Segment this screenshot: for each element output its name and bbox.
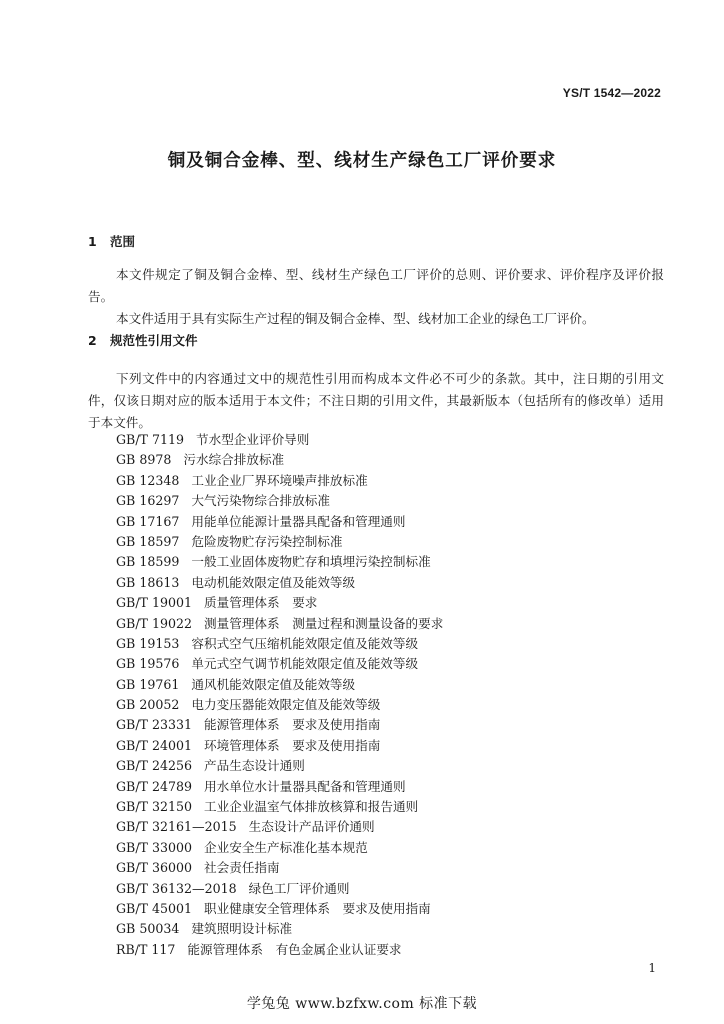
reference-title: 职业健康安全管理体系 要求及使用指南 [204,900,431,916]
scope-paragraph-2: 本文件适用于具有实际生产过程的铜及铜合金棒、型、线材加工企业的绿色工厂评价。 [116,311,595,326]
section-1-number: 1 [88,234,97,249]
reference-code: GB/T 19001 [116,595,193,611]
reference-code: GB 18613 [116,574,180,590]
reference-title: 企业安全生产标准化基本规范 [204,839,368,855]
reference-title: 社会责任指南 [204,860,280,876]
reference-title: 工业企业温室气体排放核算和报告通则 [204,799,419,815]
reference-item [116,838,676,858]
reference-code: GB/T 24789 [116,778,193,794]
reference-item [116,695,676,715]
document-title: 铜及铜合金棒、型、线材生产绿色工厂评价要求 [167,151,557,171]
reference-item [116,756,676,776]
reference-item [116,777,676,797]
reference-title: 电动机能效限定值及能效等级 [191,574,356,590]
reference-code: GB 16297 [116,493,180,509]
reference-code: GB 12348 [116,472,180,488]
reference-code: GB/T 36132—2018 [116,880,237,896]
reference-title: 用水单位水计量器具配备和管理通则 [204,778,406,794]
reference-item [116,450,676,470]
watermark-text: 学兔兔 www.bzfxw.com 标准下载 [246,996,478,1012]
reference-code: GB/T 32150 [116,799,193,815]
reference-title: 环境管理体系 要求及使用指南 [204,737,381,753]
reference-title: 能源管理体系 要求及使用指南 [204,717,381,733]
reference-item [116,817,676,837]
section-2-body [88,368,664,434]
reference-item [116,736,676,756]
reference-code: GB 18599 [116,554,180,570]
reference-title: 用能单位能源计量器具配备和管理通则 [191,513,406,529]
reference-title: 生态设计产品评价通则 [248,819,375,835]
reference-code: GB 19761 [116,676,180,692]
section-1-body [88,264,664,330]
reference-title: 危险废物贮存污染控制标准 [191,533,343,549]
reference-item [116,675,676,695]
reference-code: GB/T 19022 [116,615,193,631]
reference-item [116,797,676,817]
reference-code: GB/T 23331 [116,717,193,733]
reference-item [116,512,676,532]
reference-code: GB/T 33000 [116,839,193,855]
reference-title: 电力变压器能效限定值及能效等级 [191,697,381,713]
reference-code: GB 50034 [116,921,180,937]
reference-item [116,573,676,593]
reference-code: GB 20052 [116,697,180,713]
reference-title: 通风机能效限定值及能效等级 [191,676,356,692]
reference-code: GB/T 36000 [116,860,193,876]
reference-code: GB 17167 [116,513,180,529]
reference-title: 建筑照明设计标准 [191,921,293,937]
reference-item [116,654,676,674]
section-2-number: 2 [88,333,97,348]
section-1-title: 范围 [110,234,136,249]
reference-item [116,715,676,735]
reference-item [116,940,676,960]
standard-code: YS/T 1542—2022 [562,86,661,100]
reference-title: 污水综合排放标准 [183,452,285,468]
reference-title: 质量管理体系 要求 [204,595,318,611]
reference-title: 测量管理体系 测量过程和测量设备的要求 [204,615,444,631]
reference-title: 一般工业固体废物贮存和填埋污染控制标准 [191,554,431,570]
reference-title: 容积式空气压缩机能效限定值及能效等级 [191,635,419,651]
section-2-title: 规范性引用文件 [110,333,198,348]
reference-item [116,552,676,572]
reference-code: GB 8978 [116,452,172,468]
section-1-heading [88,232,135,250]
reference-title: 绿色工厂评价通则 [248,880,350,896]
scope-paragraph-1: 本文件规定了铜及铜合金棒、型、线材生产绿色工厂评价的总则、评价要求、评价程序及评价报告。 [88,267,664,304]
reference-list [116,430,676,960]
reference-code: GB 19576 [116,656,180,672]
reference-code: RB/T 117 [116,941,176,957]
reference-code: GB/T 24256 [116,758,193,774]
reference-item [116,491,676,511]
reference-title: 能源管理体系 有色金属企业认证要求 [187,941,402,957]
reference-title: 单元式空气调节机能效限定值及能效等级 [191,656,419,672]
reference-item [116,532,676,552]
reference-code: GB/T 32161—2015 [116,819,237,835]
reference-code: GB/T 24001 [116,737,193,753]
reference-code: GB 19153 [116,635,180,651]
reference-item [116,919,676,939]
reference-title: 工业企业厂界环境噪声排放标准 [191,472,368,488]
reference-item [116,430,676,450]
reference-item [116,593,676,613]
reference-item [116,471,676,491]
reference-item [116,634,676,654]
reference-title: 产品生态设计通则 [204,758,305,774]
reference-item [116,614,676,634]
page-number: 1 [648,961,656,975]
reference-item [116,858,676,878]
reference-code: GB/T 45001 [116,900,193,916]
reference-item [116,899,676,919]
reference-code: GB 18597 [116,533,180,549]
reference-title: 大气污染物综合排放标准 [191,493,330,509]
normative-intro-paragraph: 下列文件中的内容通过文中的规范性引用而构成本文件必不可少的条款。其中，注日期的引用文件，仅该日期对应的版本适用于本文件；不注日期的引用文件，其最新版本（包括所有的修改单）适用于本文件。 [88,371,664,430]
reference-code: GB/T 7119 [116,432,185,447]
section-2-heading [88,331,198,349]
reference-item [116,879,676,899]
reference-title: 节水型企业评价导则 [196,432,310,447]
